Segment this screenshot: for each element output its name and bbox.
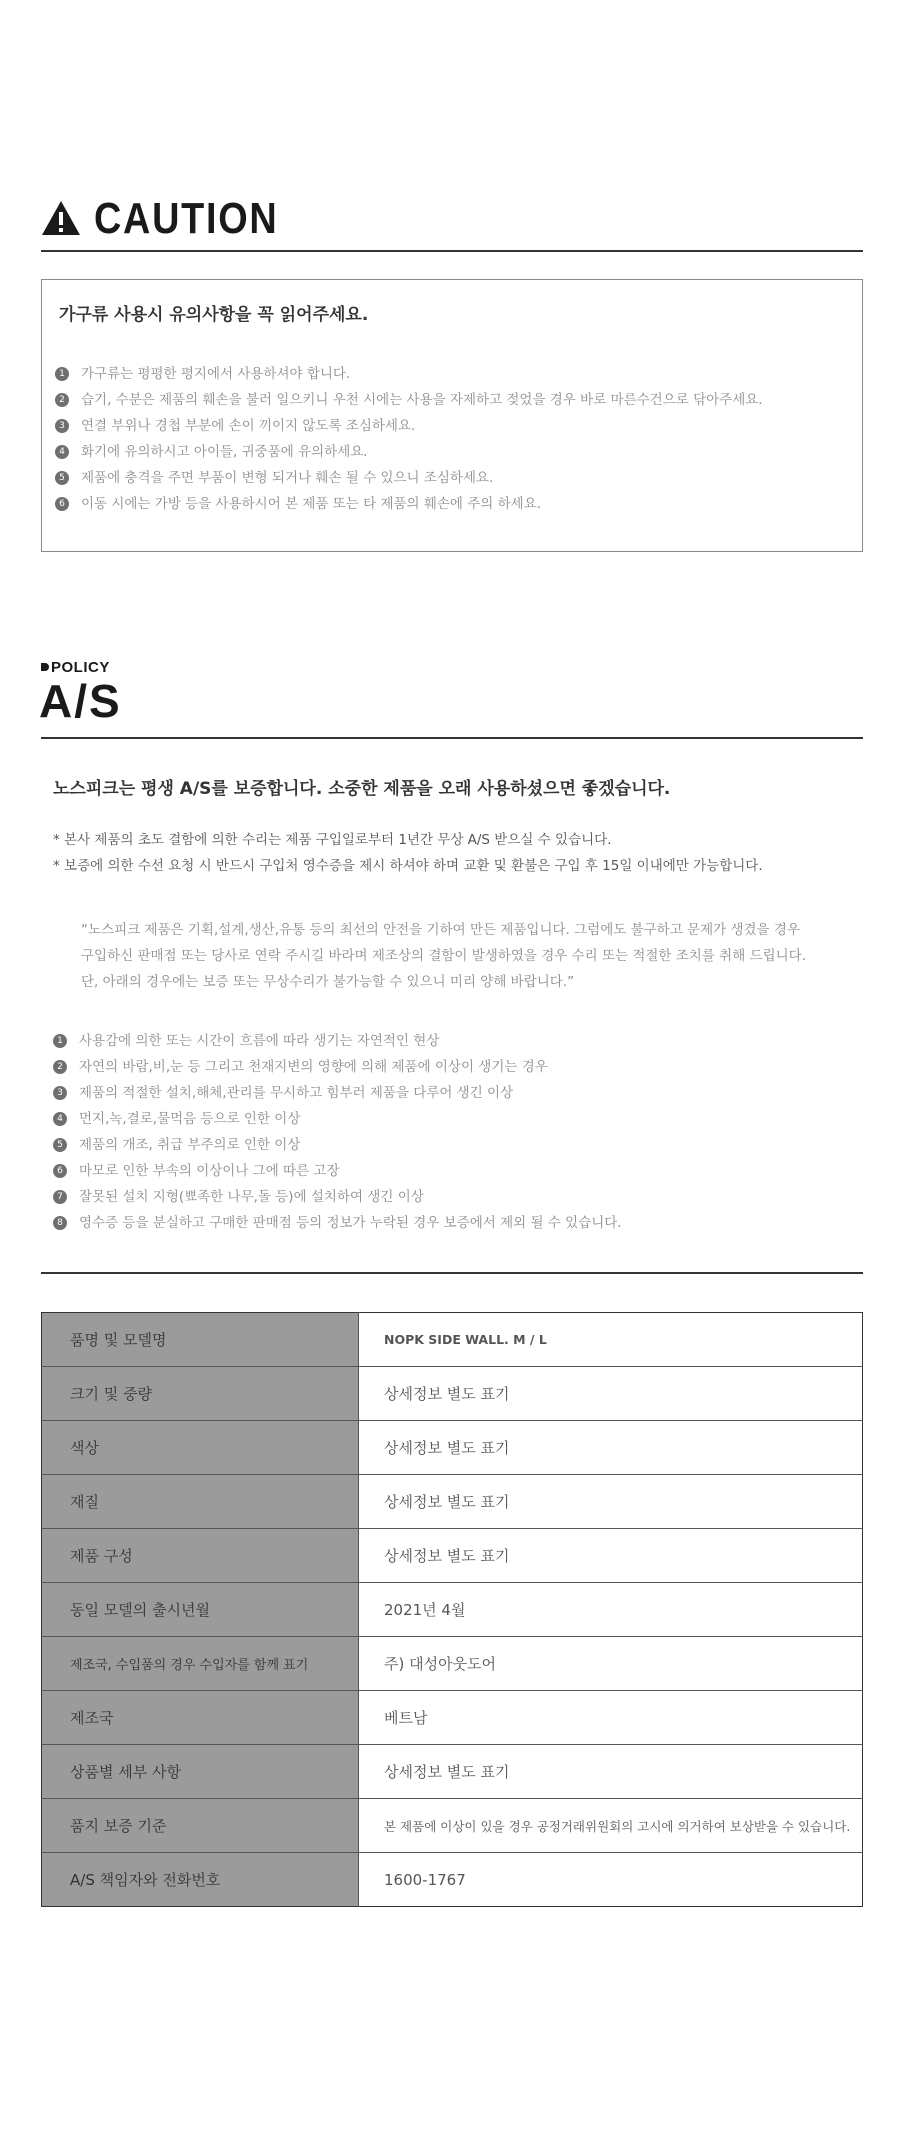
list-item-text: 자연의 바람,비,눈 등 그리고 천재지변의 영향에 의해 제품에 이상이 생기는 경우 [79, 1059, 548, 1075]
table-row [42, 1853, 863, 1907]
table-row [42, 1367, 863, 1421]
as-heading: 노스피크는 평생 A/S를 보증합니다. 소중한 제품을 오래 사용하셨으면 좋겠습니다. [53, 779, 671, 799]
as-title: A/S [39, 675, 122, 727]
spec-key: 상품별 세부 사항 [42, 1745, 359, 1799]
bullet-icon [41, 663, 49, 671]
number-badge: 2 [55, 393, 69, 407]
spec-value: 주) 대성아웃도어 [359, 1637, 863, 1691]
table-row [42, 1529, 863, 1583]
spec-key: 색상 [42, 1421, 359, 1475]
spec-value: 상세정보 별도 표기 [359, 1475, 863, 1529]
spec-value: 상세정보 별도 표기 [359, 1529, 863, 1583]
caution-heading: 가구류 사용시 유의사항을 꼭 읽어주세요. [59, 305, 369, 325]
quote-line: “노스피크 제품은 기획,설계,생산,유통 등의 최선의 안전을 기하여 만든 제품입니다. 그럼에도 불구하고 문제가 생겼을 경우 [81, 922, 800, 938]
list-item-text: 가구류는 평평한 평지에서 사용하셔야 합니다. [81, 366, 351, 382]
number-badge: 3 [55, 419, 69, 433]
list-item-text: 잘못된 설치 지형(뾰족한 나무,돌 등)에 설치하여 생긴 이상 [79, 1189, 424, 1205]
table-row [42, 1421, 863, 1475]
as-quote [81, 917, 851, 995]
spec-value: NOPK SIDE WALL. M / L [359, 1313, 863, 1367]
list-item-text: 화기에 유의하시고 아이들, 귀중품에 유의하세요. [81, 444, 368, 460]
caution-title: CAUTION [94, 194, 279, 243]
caution-box [41, 279, 863, 552]
quote-line: 단, 아래의 경우에는 보증 또는 무상수리가 불가능할 수 있으니 미리 양해 바랍니다.” [81, 974, 575, 990]
number-badge: 5 [53, 1138, 67, 1152]
number-badge: 2 [53, 1060, 67, 1074]
list-item-text: 제품의 적절한 설치,해체,관리를 무시하고 힘부러 제품을 다루어 생긴 이상 [79, 1085, 514, 1101]
spec-key: 재질 [42, 1475, 359, 1529]
spec-key: 제조국 [42, 1691, 359, 1745]
spec-value: 2021년 4월 [359, 1583, 863, 1637]
spec-key: 제조국, 수입품의 경우 수입자를 함께 표기 [42, 1637, 359, 1691]
list-item-text: 제품의 개조, 취급 부주의로 인한 이상 [79, 1137, 301, 1153]
number-badge: 6 [53, 1164, 67, 1178]
spec-key: 크기 및 중량 [42, 1367, 359, 1421]
as-exclusion-list [53, 1028, 622, 1236]
divider [41, 737, 863, 739]
list-item [55, 465, 763, 491]
list-item [55, 491, 763, 517]
list-item-text: 연결 부위나 경첩 부분에 손이 끼이지 않도록 조심하세요. [81, 418, 416, 434]
as-note: * 보증에 의한 수선 요청 시 반드시 구입처 영수증을 제시 하셔야 하며 교환 및 환불은 구입 후 15일 이내에만 가능합니다. [53, 858, 763, 874]
divider [41, 1272, 863, 1274]
warning-icon [41, 200, 81, 236]
list-item [55, 387, 763, 413]
list-item [53, 1210, 622, 1236]
number-badge: 4 [55, 445, 69, 459]
spec-value: 상세정보 별도 표기 [359, 1367, 863, 1421]
list-item [53, 1158, 622, 1184]
spec-key: 제품 구성 [42, 1529, 359, 1583]
list-item [53, 1132, 622, 1158]
list-item-text: 사용감에 의한 또는 시간이 흐름에 따라 생기는 자연적인 현상 [79, 1033, 440, 1049]
caution-header [41, 196, 863, 252]
number-badge: 1 [53, 1034, 67, 1048]
spec-key: A/S 책임자와 전화번호 [42, 1853, 359, 1907]
table-row [42, 1637, 863, 1691]
list-item [55, 361, 763, 387]
spec-value: 상세정보 별도 표기 [359, 1745, 863, 1799]
list-item [53, 1080, 622, 1106]
list-item [53, 1028, 622, 1054]
spec-table [41, 1312, 863, 1907]
list-item [53, 1106, 622, 1132]
list-item-text: 습기, 수분은 제품의 훼손을 불러 일으키니 우천 시에는 사용을 자제하고 젖었을 경우 바로 마른수건으로 닦아주세요. [81, 392, 763, 408]
list-item [53, 1054, 622, 1080]
divider [41, 250, 863, 252]
table-row [42, 1313, 863, 1367]
list-item [53, 1184, 622, 1210]
spec-value: 상세정보 별도 표기 [359, 1421, 863, 1475]
as-note: * 본사 제품의 초도 결함에 의한 수리는 제품 구입일로부터 1년간 무상 A/S 받으실 수 있습니다. [53, 832, 612, 848]
list-item [55, 413, 763, 439]
number-badge: 4 [53, 1112, 67, 1126]
table-row [42, 1691, 863, 1745]
list-item-text: 영수증 등을 분실하고 구매한 판매점 등의 정보가 누락된 경우 보증에서 제외 될 수 있습니다. [79, 1215, 622, 1231]
spec-key: 품명 및 모델명 [42, 1313, 359, 1367]
number-badge: 3 [53, 1086, 67, 1100]
number-badge: 5 [55, 471, 69, 485]
spec-value: 베트남 [359, 1691, 863, 1745]
table-row [42, 1799, 863, 1853]
table-row [42, 1745, 863, 1799]
list-item-text: 이동 시에는 가방 등을 사용하시어 본 제품 또는 타 제품의 훼손에 주의 하세요. [81, 496, 542, 512]
list-item-text: 제품에 충격을 주면 부품이 변형 되거나 훼손 될 수 있으니 조심하세요. [81, 470, 494, 486]
spec-key: 품지 보증 기준 [42, 1799, 359, 1853]
spec-value: 본 제품에 이상이 있을 경우 공정거래위원회의 고시에 의거하여 보상받을 수 있습니다. [359, 1799, 863, 1853]
policy-label-text: POLICY [51, 659, 110, 676]
table-row [42, 1475, 863, 1529]
caution-list [55, 361, 763, 517]
list-item-text: 먼지,녹,결로,물먹음 등으로 인한 이상 [79, 1111, 301, 1127]
quote-line: 구입하신 판매점 또는 당사로 연락 주시길 바라며 제조상의 결함이 발생하였을 경우 수리 또는 적절한 조치를 취해 드립니다. [81, 948, 806, 964]
number-badge: 8 [53, 1216, 67, 1230]
table-row [42, 1583, 863, 1637]
number-badge: 1 [55, 367, 69, 381]
list-item-text: 마모로 인한 부속의 이상이나 그에 따른 고장 [79, 1163, 340, 1179]
spec-value: 1600-1767 [359, 1853, 863, 1907]
spec-key: 동일 모델의 출시년월 [42, 1583, 359, 1637]
number-badge: 7 [53, 1190, 67, 1204]
list-item [55, 439, 763, 465]
number-badge: 6 [55, 497, 69, 511]
